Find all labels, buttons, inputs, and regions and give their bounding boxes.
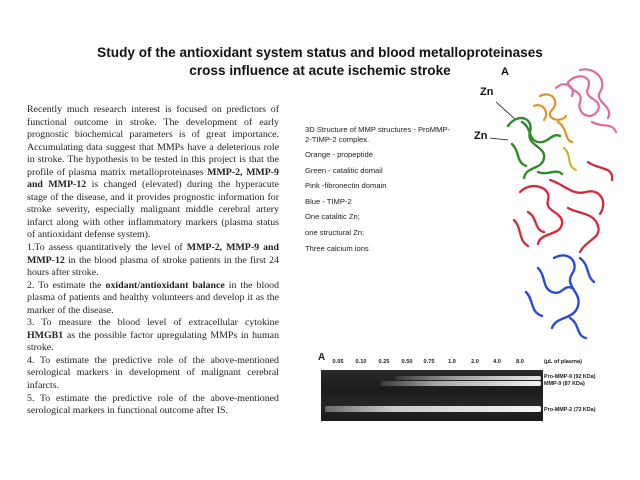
structure-panel-letter: A (501, 66, 509, 78)
gel-lane-label: 0.75 (423, 359, 435, 365)
protein-structure-figure (468, 62, 638, 344)
legend-row-pink: Pink -fibronectin domain (305, 181, 387, 191)
orange-propeptide (534, 94, 572, 142)
pink-fibronectin-domain (556, 69, 616, 132)
zn-label-top: Zn (480, 86, 494, 98)
aim-item-3: 3. To measure the blood level of extracellular cytokine HMGB1 as the possible factor upregulating MMPs in human stroke. (27, 317, 280, 354)
green-catalytic-domain (508, 118, 562, 178)
band-label-pro-mmp9: Pro-MMP-9 (92 KDa) (544, 374, 596, 380)
band-label-pro-mmp2: Pro-MMP-2 (72 KDa) (544, 407, 596, 413)
gel-band-pro-mmp9 (395, 376, 541, 380)
gel-lane-label: 1.0 (448, 359, 456, 365)
aim-item-4: 4. To estimate the predictive role of the above-mentioned serological markers in development of malignant cerebral infarcts. (27, 354, 279, 392)
aim-item-1: 1.To assess quantitatively the level of MMP-2, MMP-9 and MMP-12 in the blood plasma of stroke patients in the first 24 hours after stroke. (27, 242, 280, 279)
band-label-mmp9: MMP-9 (87 KDa) (544, 381, 585, 387)
zn-label-left: Zn (474, 130, 488, 142)
intro-bold: MMP-2, MMP-9 and MMP-12 (27, 166, 279, 191)
gel-lane-label: 2.0 (471, 359, 479, 365)
legend-row-orange: Orange - propeptide (305, 150, 373, 159)
yellow-bridge (564, 148, 576, 170)
blue-timp2 (526, 255, 594, 338)
red-domain (514, 162, 612, 252)
gel-lane-label: 0.10 (355, 359, 367, 365)
legend-heading: 3D Structure of MMP structures - ProMMP-2-TIMP-2 complex. (305, 125, 451, 144)
legend-row-catalytic-zn: One catalitic Zn; (305, 212, 360, 222)
gel-lane-label: 0.25 (378, 359, 390, 365)
gel-concentration-row (316, 359, 636, 369)
legend-row-calcium: Three calcium ions (305, 243, 369, 253)
legend-row-blue: Blue - TIMP-2 (305, 196, 352, 206)
title-line-1: Study of the antioxidant system status and blood metalloproteinases (97, 45, 543, 60)
gel-image (321, 370, 543, 421)
gel-unit-label: (µL of plasma) (544, 359, 582, 365)
body-text (27, 104, 279, 418)
gel-band-mmp9 (381, 381, 541, 386)
zymography-gel-figure (316, 352, 636, 422)
zn-pointer-top (496, 102, 516, 120)
zn-pointer-left (490, 138, 508, 140)
gel-band-pro-mmp2 (325, 406, 541, 412)
legend-row-structural-zn: one structural Zn; (305, 227, 365, 237)
gel-panel-letter: A (318, 352, 326, 363)
aim-item-5: 5. To estimate the predictive role of the above-mentioned serological markers in functional outcome after IS. (27, 392, 279, 417)
gel-lane-label: 4.0 (493, 359, 501, 365)
structure-legend (305, 125, 455, 259)
gel-lane-label: 8.0 (516, 359, 524, 365)
intro-paragraph: Recently much research interest is focused on predictors of functional outcome in stroke. The development of early prognostic biochemical parameters is of great importance. Accumulating data suggest that MMPs have a deleterious role in stroke. The hypothesis to be tested in this project is that the profile of plasma matrix metalloproteinases MMP-2, MMP-9 and MMP-12 is changed (elevated) during the hyperacute stage of the disease, and it provides prognostic information for stroke severity, especially malignant middle cerebral artery infarct along with other inflammatory markers (plasma status of antioxidant defense system). (27, 104, 279, 241)
legend-row-green: Green - catalitic domail (305, 165, 383, 175)
gel-lane-label: 0.50 (401, 359, 413, 365)
ribbon-diagram (468, 62, 638, 344)
gel-lane-label: 0.05 (332, 359, 344, 365)
title-line-2: cross influence at acute ischemic stroke (189, 63, 451, 78)
aim-item-2: 2. To estimate the oxidant/antioxidant balance in the blood plasma of patients and healthy volunteers and develop it as the marker of the disease. (27, 279, 280, 316)
